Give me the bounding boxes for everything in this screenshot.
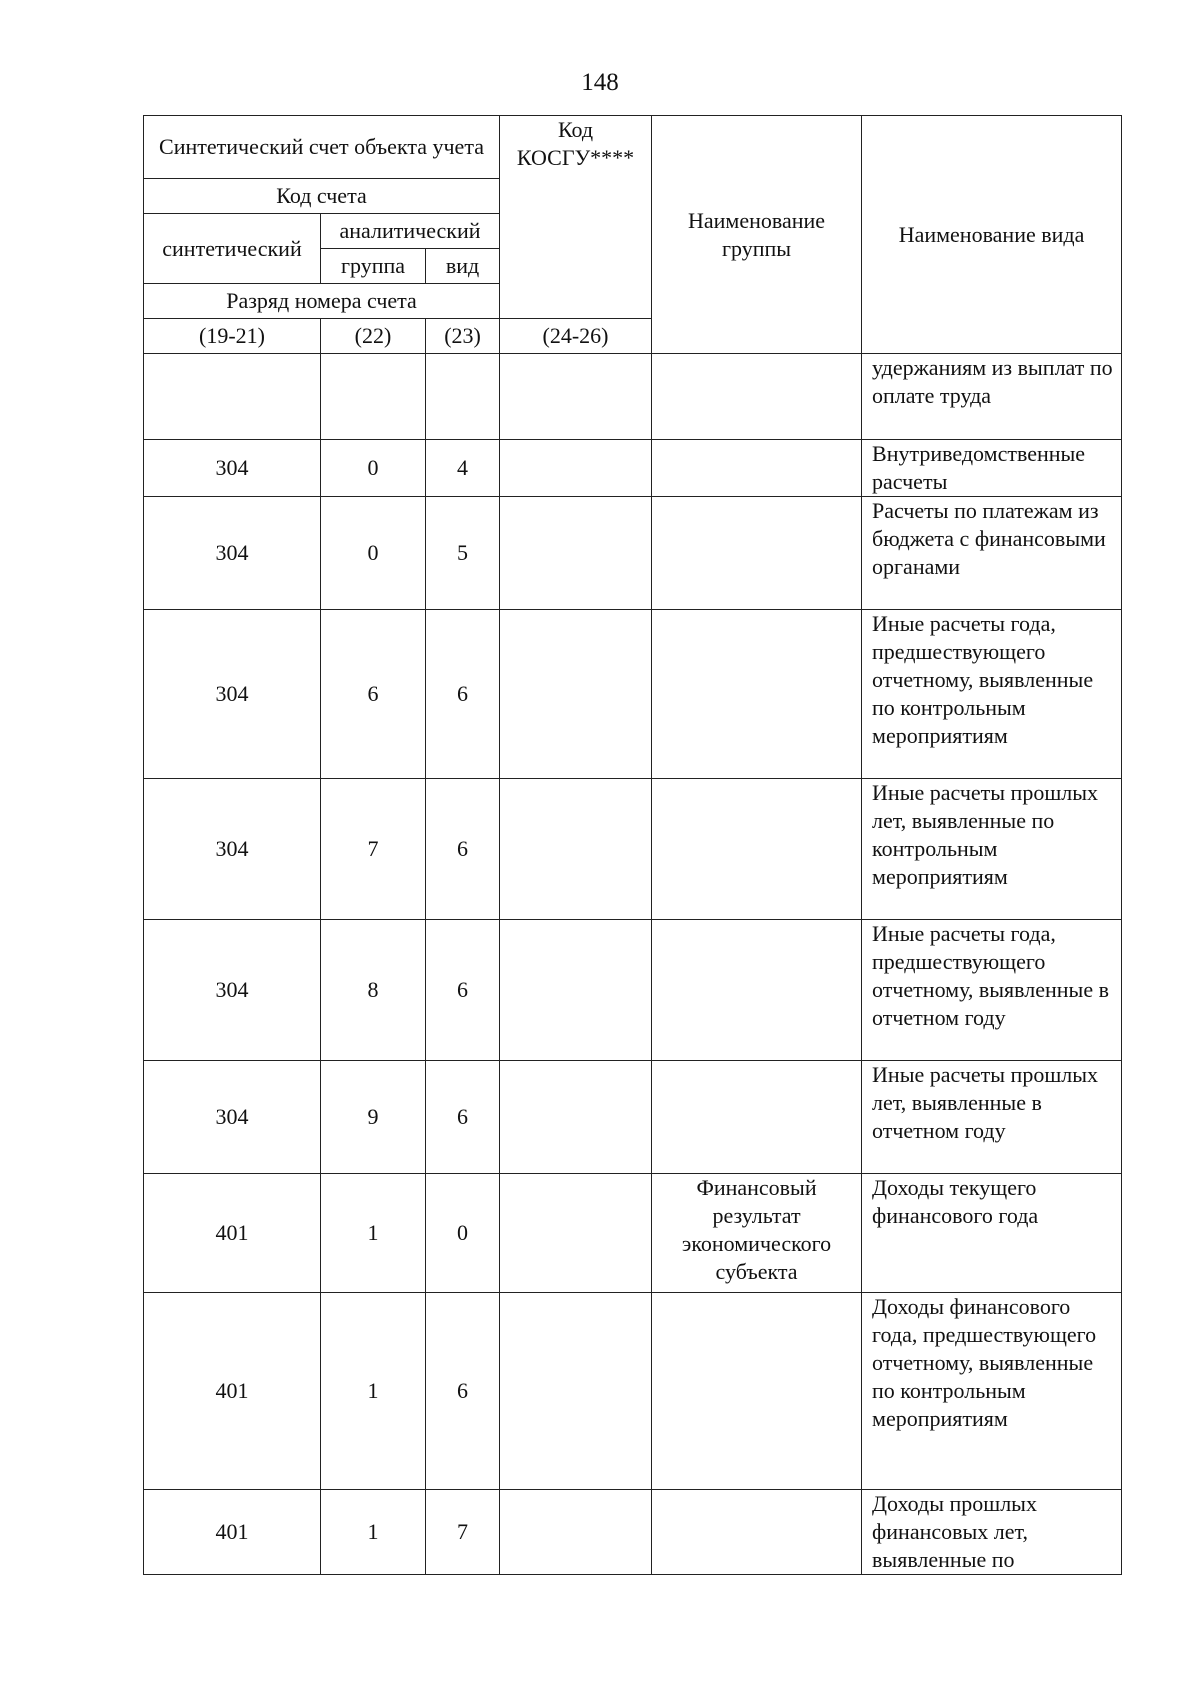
synthetic-cell: 304	[144, 440, 321, 497]
synthetic-cell: 304	[144, 610, 321, 779]
group-name-cell	[652, 354, 862, 440]
group-name-cell	[652, 497, 862, 610]
table-row	[144, 440, 1122, 497]
kind-cell: 6	[426, 1061, 500, 1174]
table-row	[144, 920, 1122, 1061]
header-col-22: (22)	[321, 319, 426, 354]
header-digit-rank: Разряд номера счета	[144, 284, 500, 319]
kind-cell: 7	[426, 1490, 500, 1575]
kosgu-cell	[500, 920, 652, 1061]
kind-cell: 5	[426, 497, 500, 610]
table-row	[144, 1293, 1122, 1490]
kind-name-cell: Доходы финансового года, предшествующего отчетному, выявленные по контрольным мероприятиям	[862, 1293, 1122, 1490]
kind-name-cell: Иные расчеты года, предшествующего отчетному, выявленные по контрольным мероприятиям	[862, 610, 1122, 779]
kosgu-cell	[500, 354, 652, 440]
table-row	[144, 610, 1122, 779]
kind-cell: 6	[426, 779, 500, 920]
group-cell: 9	[321, 1061, 426, 1174]
group-name-cell	[652, 779, 862, 920]
header-group: группа	[321, 249, 426, 284]
kind-cell: 4	[426, 440, 500, 497]
header-group-name: Наименование группы	[652, 116, 862, 354]
header-analytical: аналитический	[321, 214, 500, 249]
kind-cell: 6	[426, 1293, 500, 1490]
header-kind-name: Наименование вида	[862, 116, 1122, 354]
group-cell: 6	[321, 610, 426, 779]
kosgu-cell	[500, 1293, 652, 1490]
kosgu-cell	[500, 779, 652, 920]
group-cell: 1	[321, 1490, 426, 1575]
header-col-19-21: (19-21)	[144, 319, 321, 354]
table-row	[144, 1490, 1122, 1575]
group-cell: 1	[321, 1174, 426, 1293]
synthetic-cell	[144, 354, 321, 440]
table-header	[144, 116, 1122, 354]
synthetic-cell: 304	[144, 920, 321, 1061]
header-kind: вид	[426, 249, 500, 284]
header-synthetic-object: Синтетический счет объекта учета	[144, 116, 500, 179]
header-col-24-26: (24-26)	[500, 319, 652, 354]
table-row	[144, 1174, 1122, 1293]
page-number: 148	[581, 69, 619, 96]
kind-name-cell: Иные расчеты прошлых лет, выявленные в отчетном году	[862, 1061, 1122, 1174]
header-col-23: (23)	[426, 319, 500, 354]
group-cell: 8	[321, 920, 426, 1061]
header-synthetic: синтетический	[144, 214, 321, 284]
kosgu-cell	[500, 497, 652, 610]
table-row	[144, 497, 1122, 610]
synthetic-cell: 304	[144, 497, 321, 610]
group-name-cell	[652, 440, 862, 497]
group-cell: 0	[321, 497, 426, 610]
header-account-code: Код счета	[144, 179, 500, 214]
group-name-cell	[652, 610, 862, 779]
table-row	[144, 1061, 1122, 1174]
kind-cell: 6	[426, 610, 500, 779]
kind-name-cell: удержаниям из выплат по оплате труда	[862, 354, 1122, 440]
group-cell	[321, 354, 426, 440]
header-kosgu: Код КОСГУ****	[500, 116, 652, 319]
synthetic-cell: 401	[144, 1293, 321, 1490]
synthetic-cell: 304	[144, 1061, 321, 1174]
group-cell: 1	[321, 1293, 426, 1490]
kind-name-cell: Внутриведомственные расчеты	[862, 440, 1122, 497]
table-row	[144, 779, 1122, 920]
table-row	[144, 354, 1122, 440]
kind-cell: 6	[426, 920, 500, 1061]
group-cell: 0	[321, 440, 426, 497]
group-name-cell	[652, 920, 862, 1061]
group-name-cell	[652, 1293, 862, 1490]
kosgu-cell	[500, 1490, 652, 1575]
kind-name-cell: Иные расчеты года, предшествующего отчетному, выявленные в отчетном году	[862, 920, 1122, 1061]
synthetic-cell: 304	[144, 779, 321, 920]
synthetic-cell: 401	[144, 1490, 321, 1575]
accounts-table	[143, 115, 1122, 1575]
kosgu-cell	[500, 1061, 652, 1174]
group-name-cell	[652, 1490, 862, 1575]
kind-cell	[426, 354, 500, 440]
kind-cell: 0	[426, 1174, 500, 1293]
kosgu-cell	[500, 1174, 652, 1293]
group-name-cell: Финансовый результат экономического субъекта	[652, 1174, 862, 1293]
group-cell: 7	[321, 779, 426, 920]
kind-name-cell: Иные расчеты прошлых лет, выявленные по контрольным мероприятиям	[862, 779, 1122, 920]
table-body	[144, 354, 1122, 1575]
synthetic-cell: 401	[144, 1174, 321, 1293]
kind-name-cell: Доходы текущего финансового года	[862, 1174, 1122, 1293]
kosgu-cell	[500, 440, 652, 497]
kind-name-cell: Доходы прошлых финансовых лет, выявленные по	[862, 1490, 1122, 1575]
kosgu-cell	[500, 610, 652, 779]
group-name-cell	[652, 1061, 862, 1174]
kind-name-cell: Расчеты по платежам из бюджета с финансовыми органами	[862, 497, 1122, 610]
